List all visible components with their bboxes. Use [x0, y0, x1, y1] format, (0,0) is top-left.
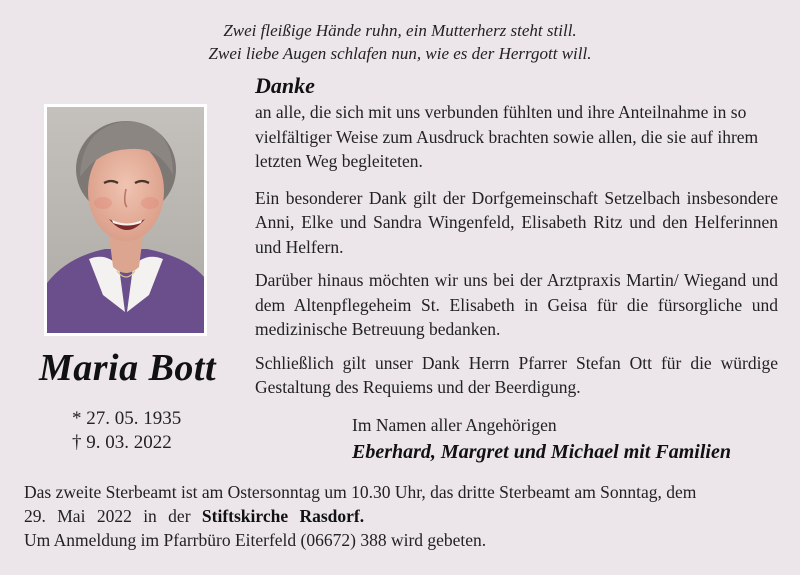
thanks-paragraph-4: Schließlich gilt unser Dank Herrn Pfarrer Stefan Ott für die würdige Gestaltung des Requiems und der Beerdigung.	[255, 352, 778, 397]
notice-line-2-text: 29. Mai 2022 in der	[24, 506, 191, 526]
thanks-section	[255, 72, 778, 400]
deceased-name: Maria Bott	[38, 347, 217, 389]
life-dates	[72, 407, 181, 455]
thanks-paragraph-2: Ein besonderer Dank gilt der Dorfgemeinschaft Setzelbach insbesondere Anni, Elke und Sandra Wingenfeld, Elisabeth Ritz und den Helferinnen und Helfern.	[255, 187, 778, 257]
notice-line-3: Um Anmeldung im Pfarrbüro Eiterfeld (06672) 388 wird gebeten.	[24, 530, 487, 550]
signature-intro: Im Namen aller Angehörigen	[352, 415, 557, 435]
death-date: † 9. 03. 2022	[72, 432, 172, 453]
notice-line-2	[24, 504, 780, 528]
motto-verse	[0, 19, 800, 65]
service-notice	[24, 480, 780, 552]
motto-line-2: Zwei liebe Augen schlafen nun, wie es der Herrgott will.	[208, 44, 592, 63]
signature-block	[352, 414, 792, 465]
portrait-photo	[44, 104, 207, 336]
birth-date: * 27. 05. 1935	[72, 408, 182, 429]
thanks-paragraph-1: an alle, die sich mit uns verbunden fühlten und ihre Anteilnahme in so vielfältiger Weise zum Ausdruck brachten sowie allen, die sie auf ihrem letzten Weg begleiteten.	[255, 102, 759, 171]
notice-line-1: Das zweite Sterbeamt ist am Ostersonntag um 10.30 Uhr, das dritte Sterbeamt am Sonntag, dem	[24, 482, 697, 502]
motto-line-1: Zwei fleißige Hände ruhn, ein Mutterherz steht still.	[223, 21, 577, 40]
thanks-paragraph-3: Darüber hinaus möchten wir uns bei der Arztpraxis Martin/ Wiegand und dem Altenpflegeheim St. Elisabeth in Geisa für die fürsorgliche und medizinische Betreuung bedanken.	[255, 270, 778, 339]
signature-names: Eberhard, Margret und Michael mit Familien	[352, 441, 731, 463]
church-name: Stiftskirche Rasdorf.	[201, 506, 365, 526]
thanks-heading: Danke	[255, 73, 315, 98]
